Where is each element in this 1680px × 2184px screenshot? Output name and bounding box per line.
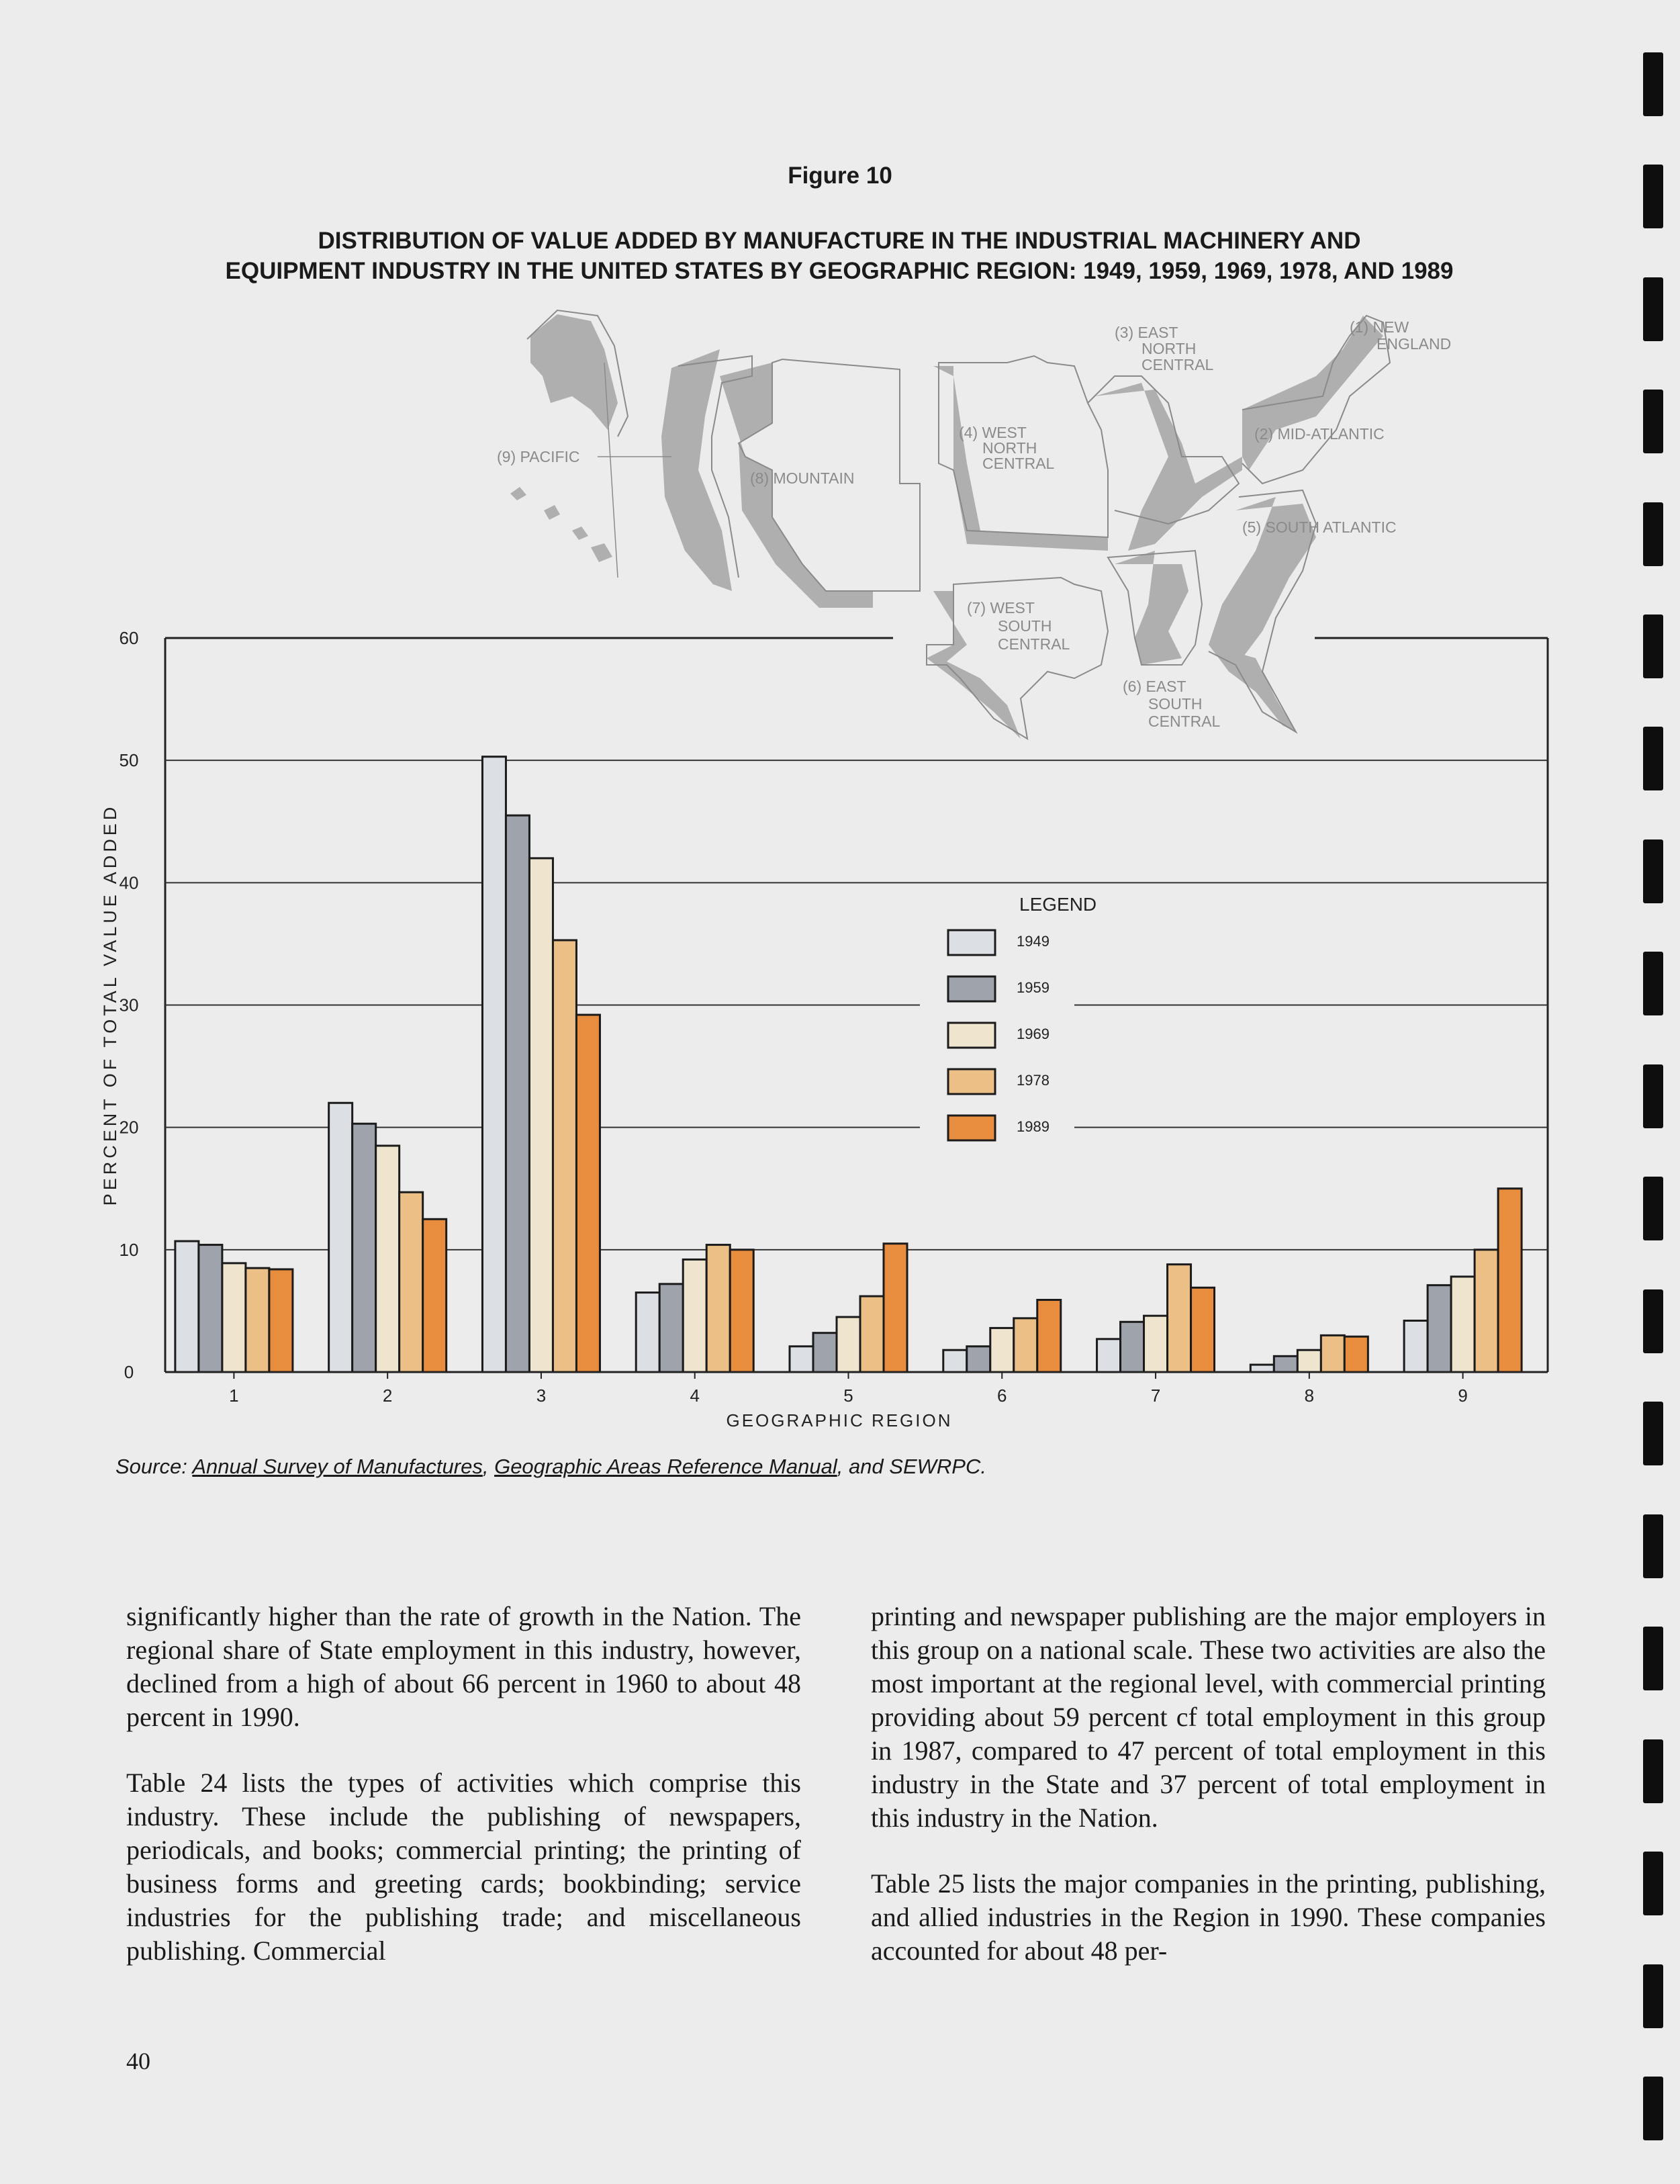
bar-region7-1989 — [1191, 1287, 1215, 1372]
paragraph: Table 24 lists the types of activities which comprise this industry. These include the publishing of newspapers, periodicals, and books; commercial printing; the printing of business forms and greeting cards; bookbinding; service industries for the publishing trade; and miscellaneous publishing. Commercial — [126, 1768, 801, 1966]
source-suffix: , and SEWRPC. — [837, 1455, 986, 1478]
binding-hole — [1643, 165, 1663, 228]
bar-region9-1969 — [1451, 1277, 1475, 1372]
binding-hole — [1643, 52, 1663, 116]
bar-region9-1949 — [1404, 1320, 1428, 1372]
bar-region9-1989 — [1498, 1189, 1522, 1372]
y-tick-label: 0 — [124, 1362, 134, 1382]
binding-hole — [1643, 615, 1663, 678]
x-axis-ticks — [229, 1372, 1468, 1406]
bar-region4-1969 — [683, 1259, 706, 1372]
bar-region2-1959 — [353, 1124, 376, 1372]
y-tick-label: 50 — [119, 750, 139, 771]
legend-swatch-1959 — [948, 976, 995, 1001]
bar-region6-1989 — [1037, 1300, 1061, 1372]
bar-region5-1959 — [813, 1333, 837, 1372]
binding-hole — [1643, 390, 1663, 453]
legend-background — [920, 885, 1074, 1154]
bar-region3-1978 — [553, 940, 576, 1372]
page-number: 40 — [126, 2048, 150, 2075]
map-label-new-england-1: (1) NEW — [1350, 318, 1409, 336]
map-label-east-north-central-3: CENTRAL — [1141, 356, 1214, 373]
y-tick-label: 40 — [119, 872, 139, 893]
bar-region8-1949 — [1250, 1365, 1274, 1372]
bar-region8-1959 — [1274, 1356, 1297, 1372]
y-axis-label: PERCENT OF TOTAL VALUE ADDED — [100, 803, 120, 1206]
bar-region4-1989 — [730, 1250, 753, 1372]
y-axis-ticks — [120, 628, 139, 1382]
bar-region2-1949 — [329, 1103, 353, 1372]
map-label-pacific: (9) PACIFIC — [497, 448, 580, 465]
legend-title: LEGEND — [1019, 894, 1097, 915]
legend-label-1959: 1959 — [1017, 979, 1049, 996]
bar-region1-1949 — [175, 1241, 199, 1372]
binding-hole — [1643, 839, 1663, 903]
map-label-west-south-central-3: CENTRAL — [998, 635, 1070, 653]
binding-hole — [1643, 502, 1663, 566]
paragraph: printing and newspaper publishing are the major employers in this group on a national scale. These two activities are also the most important at the regional level, with commercial printing providing about 59 percent cf total employment in this group in 1987, compared to 47 percent of total employment in this industry in the State and 37 percent of total employment in this industry in the Nation. — [871, 1601, 1546, 1833]
source-sep: , — [482, 1455, 495, 1478]
x-tick-label: 5 — [843, 1385, 853, 1406]
bar-region1-1978 — [246, 1268, 269, 1372]
x-axis-label: GEOGRAPHIC REGION — [726, 1410, 953, 1430]
bar-region4-1959 — [659, 1284, 683, 1372]
figure-title-line2: EQUIPMENT INDUSTRY IN THE UNITED STATES BY GEOGRAPHIC REGION: 1949, 1959, 1969, 1978, AND 1989 — [225, 258, 1454, 284]
x-tick-label: 7 — [1150, 1385, 1161, 1406]
legend-swatch-1969 — [948, 1023, 995, 1048]
text-column-left — [126, 1600, 801, 2000]
binding-hole — [1643, 277, 1663, 341]
y-tick-label: 60 — [119, 628, 139, 648]
bar-region3-1959 — [506, 815, 529, 1372]
bar-region7-1949 — [1097, 1339, 1121, 1372]
legend-swatch-1978 — [948, 1069, 995, 1094]
bar-region2-1989 — [423, 1219, 447, 1372]
y-tick-label: 20 — [119, 1117, 139, 1138]
bar-region7-1969 — [1144, 1316, 1168, 1372]
source-ref-annual-survey: Annual Survey of Manufactures — [192, 1455, 483, 1478]
binding-hole — [1643, 1402, 1663, 1465]
binding-hole — [1643, 1064, 1663, 1128]
bar-region1-1989 — [269, 1269, 293, 1372]
map-label-west-south-central-2: SOUTH — [998, 617, 1052, 635]
binding-hole — [1643, 1627, 1663, 1690]
map-label-new-england-2: ENGLAND — [1376, 335, 1452, 353]
bar-region9-1978 — [1475, 1250, 1498, 1372]
figure-title-line1: DISTRIBUTION OF VALUE ADDED BY MANUFACTURE IN THE INDUSTRIAL MACHINERY AND — [318, 228, 1361, 254]
bars — [175, 757, 1522, 1372]
text-column-right — [871, 1600, 1546, 2000]
bar-region5-1969 — [837, 1317, 860, 1372]
binding-hole — [1643, 1514, 1663, 1578]
bar-region5-1989 — [884, 1244, 907, 1372]
map-label-west-north-central-3: CENTRAL — [982, 455, 1055, 472]
x-tick-label: 4 — [690, 1385, 700, 1406]
paragraph: Table 25 lists the major companies in the printing, publishing, and allied industries in the Region in 1990. These companies accounted for about 48 per- — [871, 1868, 1546, 1966]
y-tick-label: 30 — [119, 995, 139, 1015]
legend-label-1969: 1969 — [1017, 1026, 1049, 1042]
bar-region8-1989 — [1344, 1336, 1368, 1372]
binding-hole — [1643, 1739, 1663, 1803]
binding-hole — [1643, 952, 1663, 1015]
bar-region7-1978 — [1168, 1265, 1191, 1372]
bar-region8-1969 — [1297, 1350, 1321, 1372]
bar-region2-1978 — [400, 1192, 423, 1372]
hawaii-shape — [510, 487, 612, 562]
x-tick-label: 6 — [997, 1385, 1007, 1406]
binding-hole — [1643, 1852, 1663, 1915]
bar-region2-1969 — [376, 1146, 400, 1372]
bar-region6-1969 — [990, 1328, 1014, 1372]
map-label-south-atlantic: (5) SOUTH ATLANTIC — [1242, 518, 1397, 536]
binding-hole — [1643, 1964, 1663, 2028]
binding-hole — [1643, 727, 1663, 790]
map-label-west-south-central-1: (7) WEST — [967, 599, 1035, 617]
source-ref-geographic-areas: Geographic Areas Reference Manual — [494, 1455, 837, 1478]
map-label-east-north-central-1: (3) EAST — [1115, 324, 1178, 341]
map-label-east-south-central-2: SOUTH — [1148, 695, 1203, 713]
binding-hole — [1643, 1177, 1663, 1240]
bar-region8-1978 — [1321, 1335, 1344, 1372]
bar-region5-1949 — [790, 1347, 813, 1372]
bar-region4-1978 — [706, 1245, 730, 1372]
x-tick-label: 1 — [229, 1385, 239, 1406]
bar-region1-1969 — [222, 1263, 246, 1372]
legend-swatch-1989 — [948, 1116, 995, 1140]
northeast-shape — [1242, 316, 1383, 470]
bar-region6-1949 — [943, 1350, 967, 1372]
us-regions-map — [497, 310, 1451, 739]
y-tick-label: 10 — [119, 1239, 139, 1260]
legend-swatch-1949 — [948, 930, 995, 955]
paragraph: significantly higher than the rate of growth in the Nation. The regional share of State employment in this industry, however, declined from a high of about 66 percent in 1960 to about 48 percent in 1990. — [126, 1601, 801, 1732]
map-label-east-south-central-1: (6) EAST — [1123, 678, 1186, 695]
map-label-mountain: (8) MOUNTAIN — [750, 469, 855, 487]
bar-region5-1978 — [860, 1296, 884, 1372]
map-label-west-north-central-2: NORTH — [982, 439, 1037, 457]
legend-label-1989: 1989 — [1017, 1118, 1049, 1135]
x-tick-label: 9 — [1458, 1385, 1468, 1406]
x-tick-label: 8 — [1304, 1385, 1315, 1406]
binding-hole — [1643, 1289, 1663, 1353]
x-tick-label: 3 — [536, 1385, 547, 1406]
bar-region3-1989 — [576, 1015, 600, 1372]
map-label-mid-atlantic: (2) MID-ATLANTIC — [1254, 425, 1385, 443]
bar-region6-1978 — [1014, 1318, 1037, 1372]
source-prefix: Source: — [115, 1455, 193, 1478]
bar-region1-1959 — [199, 1245, 222, 1372]
map-label-east-north-central-2: NORTH — [1141, 340, 1197, 357]
east-north-central-shape — [1094, 383, 1242, 551]
figure-label: Figure 10 — [788, 163, 892, 189]
bar-region9-1959 — [1428, 1285, 1451, 1372]
bar-region7-1959 — [1121, 1322, 1144, 1372]
bar-region6-1959 — [967, 1347, 990, 1372]
legend-label-1949: 1949 — [1017, 933, 1049, 950]
legend-label-1978: 1978 — [1017, 1072, 1049, 1089]
bar-region3-1949 — [482, 757, 506, 1372]
binding-hole — [1643, 2077, 1663, 2140]
bar-region3-1969 — [529, 858, 553, 1372]
source-note — [115, 1455, 986, 1479]
map-label-west-north-central-1: (4) WEST — [959, 424, 1027, 441]
map-label-east-south-central-3: CENTRAL — [1148, 713, 1221, 730]
x-tick-label: 2 — [382, 1385, 393, 1406]
bar-region4-1949 — [636, 1293, 659, 1372]
east-south-central-shape — [1115, 551, 1188, 665]
